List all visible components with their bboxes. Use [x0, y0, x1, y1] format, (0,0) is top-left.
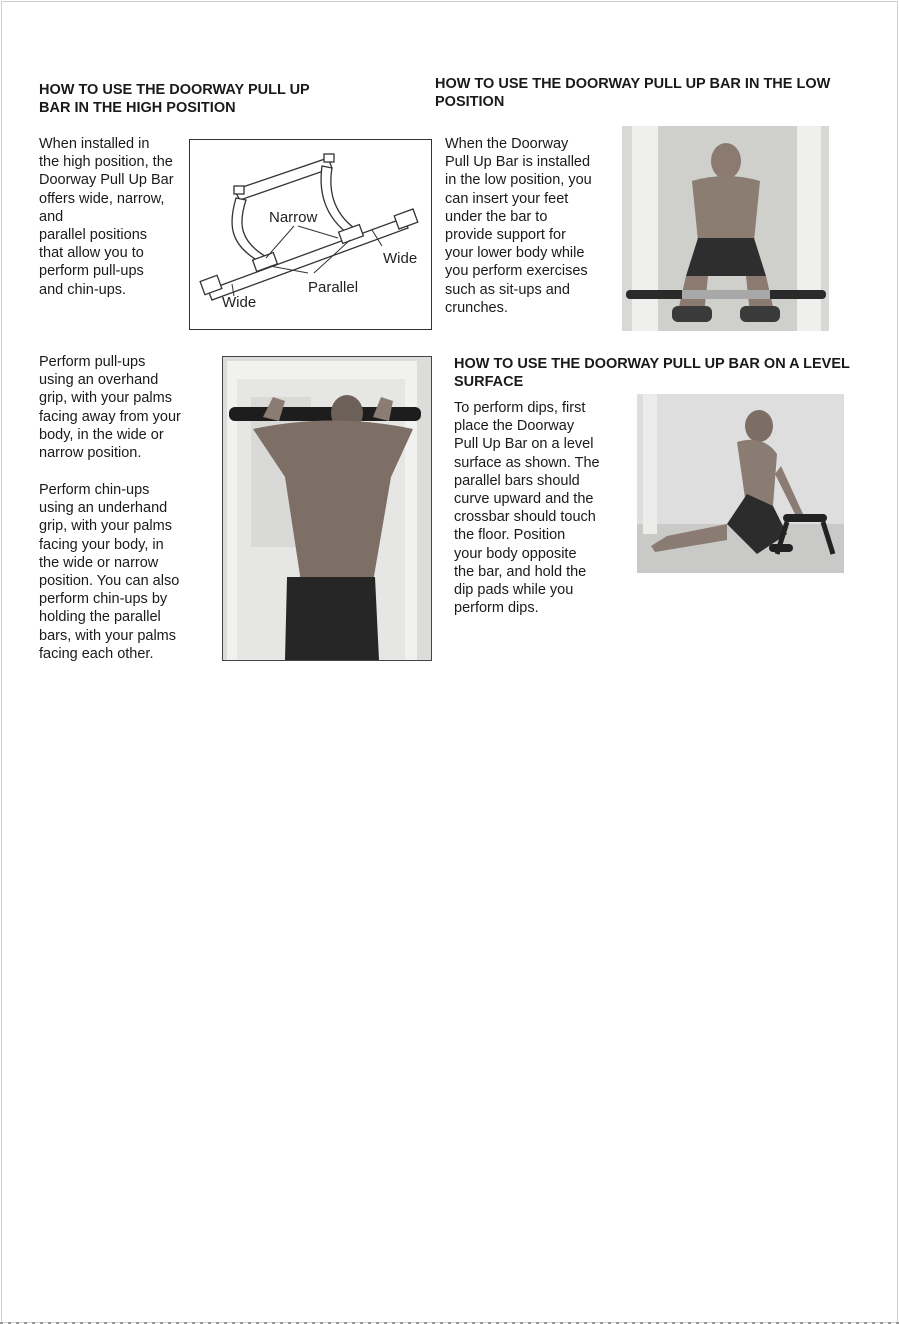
parallel-label: Parallel [308, 279, 359, 296]
dips-level-surface-photo [637, 394, 844, 573]
wide-left-label: Wide [222, 294, 257, 311]
bar-diagram-svg [190, 140, 431, 329]
pull-up-doorway-photo [222, 356, 432, 661]
high-position-text: When installed in the high position, the Doorway Pull Up Bar offers wide, narrow, and parallel positions that allow you to perform pull-ups and chin-ups. [39, 136, 174, 298]
low-position-heading: HOW TO USE THE DOORWAY PULL UP BAR IN THE LOW POSITION [435, 76, 831, 110]
pull-up-bar-diagram [189, 139, 432, 330]
low-position-situp-photo [622, 126, 829, 331]
narrow-label: Narrow [269, 209, 318, 226]
pull-ups-text: Perform pull-ups using an overhand grip, with your palms facing away from your body, in the wide or narrow position. [39, 354, 181, 462]
level-surface-text: To perform dips, first place the Doorway Pull Up Bar on a level surface as shown. The parallel bars should curve upward and the crossbar should touch the floor. Position your body opposite the bar, and hold the dip pads while you perform dips. [454, 400, 600, 617]
chin-ups-text: Perform chin-ups using an underhand grip, with your palms facing your body, in the wide or narrow position. You can also perform chin-ups by holding the parallel bars, with your palms facing each other. [39, 482, 180, 662]
high-position-heading: HOW TO USE THE DOORWAY PULL UP BAR IN THE HIGH POSITION [39, 82, 310, 116]
low-position-text: When the Doorway Pull Up Bar is installed in the low position, you can insert your feet under the bar to provide support for your lower body while you perform exercises such as sit-ups and crunches. [445, 136, 592, 316]
wide-right-label: Wide [383, 250, 418, 267]
level-surface-heading: HOW TO USE THE DOORWAY PULL UP BAR ON A LEVEL SURFACE [454, 356, 850, 390]
